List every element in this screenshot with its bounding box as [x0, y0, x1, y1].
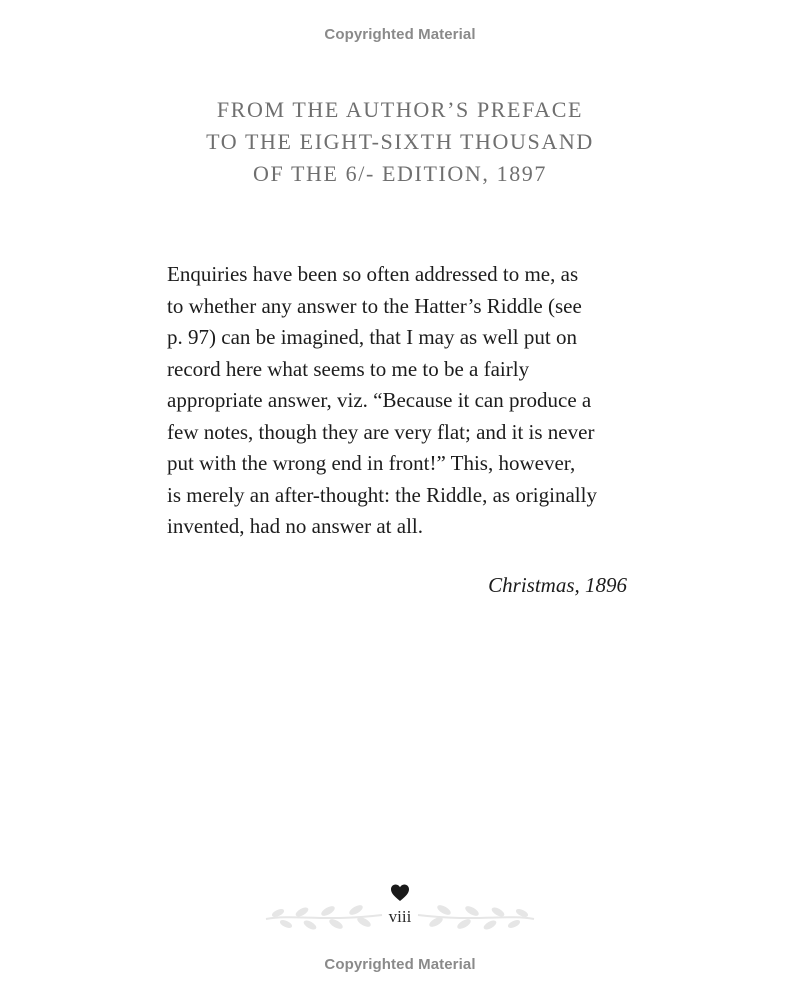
- paragraph-line: p. 97) can be imagined, that I may as well put on: [167, 325, 577, 349]
- heading-line: FROM THE AUTHOR’S PREFACE: [216, 97, 584, 122]
- paragraph-line: Enquiries have been so often addressed to me, as: [167, 262, 579, 286]
- signoff-date: Christmas, 1896: [488, 573, 627, 597]
- paragraph-line: invented, had no answer at all.: [167, 514, 423, 538]
- paragraph-line: put with the wrong end in front!” This, however,: [167, 451, 576, 475]
- copyright-watermark-top: Copyrighted Material: [324, 26, 476, 43]
- paragraph-line: to whether any answer to the Hatter’s Riddle (see: [167, 293, 582, 318]
- copyright-watermark-bottom: Copyrighted Material: [324, 956, 476, 973]
- vine-flourish-icon: [416, 904, 536, 930]
- preface-paragraph: [167, 259, 627, 543]
- paragraph-line: few notes, though they are very flat; and it is never: [167, 419, 595, 444]
- page-number: viii: [388, 907, 412, 926]
- paragraph-line: is merely an after-thought: the Riddle, as originally: [167, 482, 597, 507]
- paragraph-line: appropriate answer, viz. “Because it can produce a: [167, 388, 592, 412]
- preface-heading: [0, 94, 800, 190]
- heading-line: OF THE 6/- EDITION, 1897: [252, 161, 548, 186]
- heart-icon: [390, 883, 410, 903]
- heading-line: TO THE EIGHT-SIXTH THOUSAND: [206, 129, 594, 154]
- paragraph-line: record here what seems to me to be a fairly: [167, 356, 530, 381]
